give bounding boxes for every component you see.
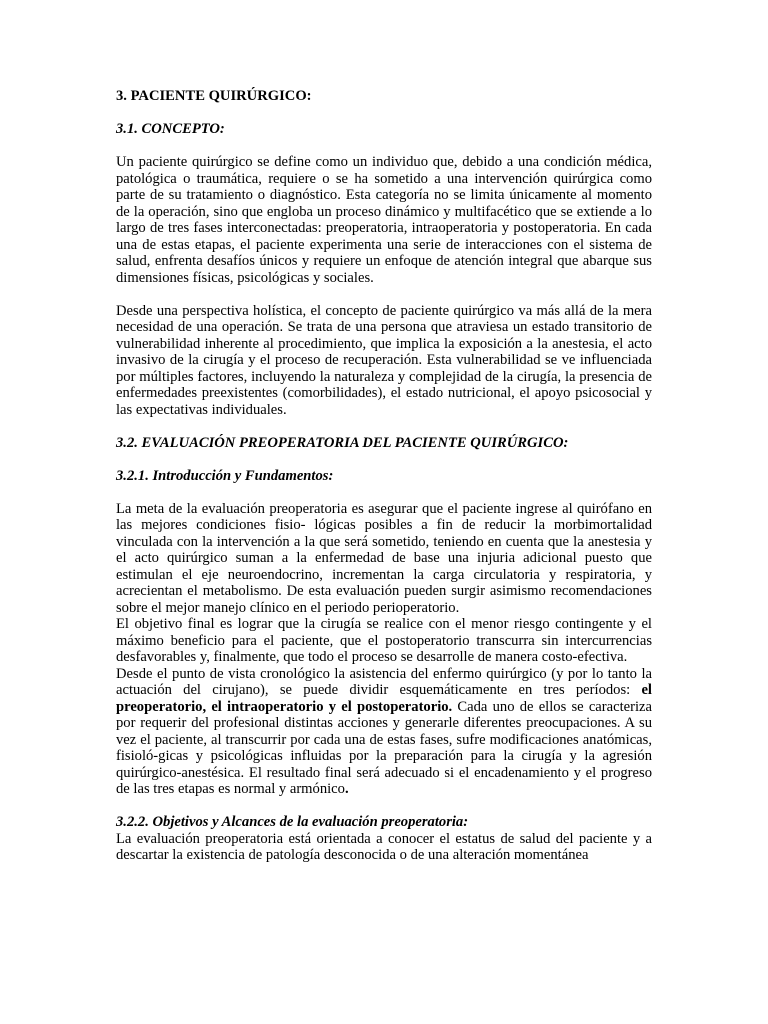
paragraph-meta-evaluacion: La meta de la evaluación preoperatoria es asegurar que el paciente ingrese al quirófano en las mejores condiciones fisio- lógicas posibles a fin de reducir la morbimortalidad vinculada con la intervención a la que será sometido, teniendo en cuenta que la anestesia y el acto quirúrgico suman a la enfermedad de base una injuria adicional puesto que estimulan el eje neuroendocrino, incrementan la carga circulatoria y respiratoria, y acrecientan el metabolismo. De esta evaluación pueden surgir asimismo recomendaciones sobre el mejor manejo clínico en el periodo perioperatorio. (116, 500, 652, 616)
paragraph-objetivo-final: El objetivo final es lograr que la cirugía se realice con el menor riesgo contingente y el máximo beneficio para el paciente, que el postoperatorio transcurra sin intercurrencias desfavorables y, finalmente, que todo el proceso se desarrolle de manera costo-efectiva. (116, 616, 652, 665)
cronologico-text-2: Cada uno de ellos se caracteriza por requerir del profesional distintas acciones y generarle diferentes preocupaciones. A su vez el paciente, al transcurrir por cada una de estas fases, sufre modificaciones anatómicas, fisioló-gicas y psicológicas influidas por la preparación para la cirugía y la agresión quirúrgico-anestésica. El resultado final será adecuado si el encadenamiento y el progreso de las tres etapas es normal y armónico (116, 698, 652, 797)
heading-objetivos-alcances: 3.2.2. Objetivos y Alcances de la evaluación preoperatoria: (116, 814, 469, 830)
cronologico-end-period: . (344, 781, 349, 797)
heading-paciente-quirurgico: 3. PACIENTE QUIRÚRGICO: (116, 88, 312, 104)
heading-introduccion: 3.2.1. Introducción y Fundamentos: (116, 467, 334, 484)
cronologico-text-1: Desde el punto de vista cronológico la asistencia del enfermo quirúrgico (y por lo tanto la actuación del cirujano), se puede dividir esquemáticamente en tres períodos: (116, 665, 652, 698)
paragraph-concepto-1: Un paciente quirúrgico se define como un individuo que, debido a una condición médica, patológica o traumática, requiere o se ha sometido a una intervención quirúrgica como parte de su tratamiento o diagnóstico. Esta categoría no se limita únicamente al momento de la operación, sino que engloba un proceso dinámico y multifacético que se extiende a lo largo de tres fases interconectadas: preoperatoria, intraoperatoria y postoperatoria. En cada una de estas etapas, el paciente experimenta una serie de interacciones con el sistema de salud, enfrenta desafíos únicos y requiere un enfoque de atención integral que abarque sus dimensiones físicas, psicológicas y sociales. (116, 154, 652, 286)
paragraph-cronologico (116, 666, 652, 798)
document-page (116, 82, 652, 864)
heading-concepto: 3.1. CONCEPTO: (116, 121, 225, 137)
paragraph-objetivos: La evaluación preoperatoria está orientada a conocer el estatus de salud del paciente y a descartar la existencia de patología desconocida o de una alteración momentánea (116, 830, 652, 863)
paragraph-concepto-2: Desde una perspectiva holística, el concepto de paciente quirúrgico va más allá de la mera necesidad de una operación. Se trata de una persona que atraviesa un estado transitorio de vulnerabilidad inherente al procedimiento, que implica la exposición a la anestesia, el acto invasivo de la cirugía y el proceso de recuperación. Esta vulnerabilidad se ve influenciada por múltiples factores, incluyendo la naturaleza y complejidad de la cirugía, la presencia de enfermedades preexistentes (comorbilidades), el estado nutricional, el apoyo psicosocial y las expectativas individuales. (116, 302, 652, 418)
cronologico-periodos-bold: el preoperatorio, el intraoperatorio y el postoperatorio. (116, 682, 652, 715)
heading-evaluacion-preoperatoria: 3.2. EVALUACIÓN PREOPERATORIA DEL PACIENTE QUIRÚRGICO: (116, 434, 569, 451)
